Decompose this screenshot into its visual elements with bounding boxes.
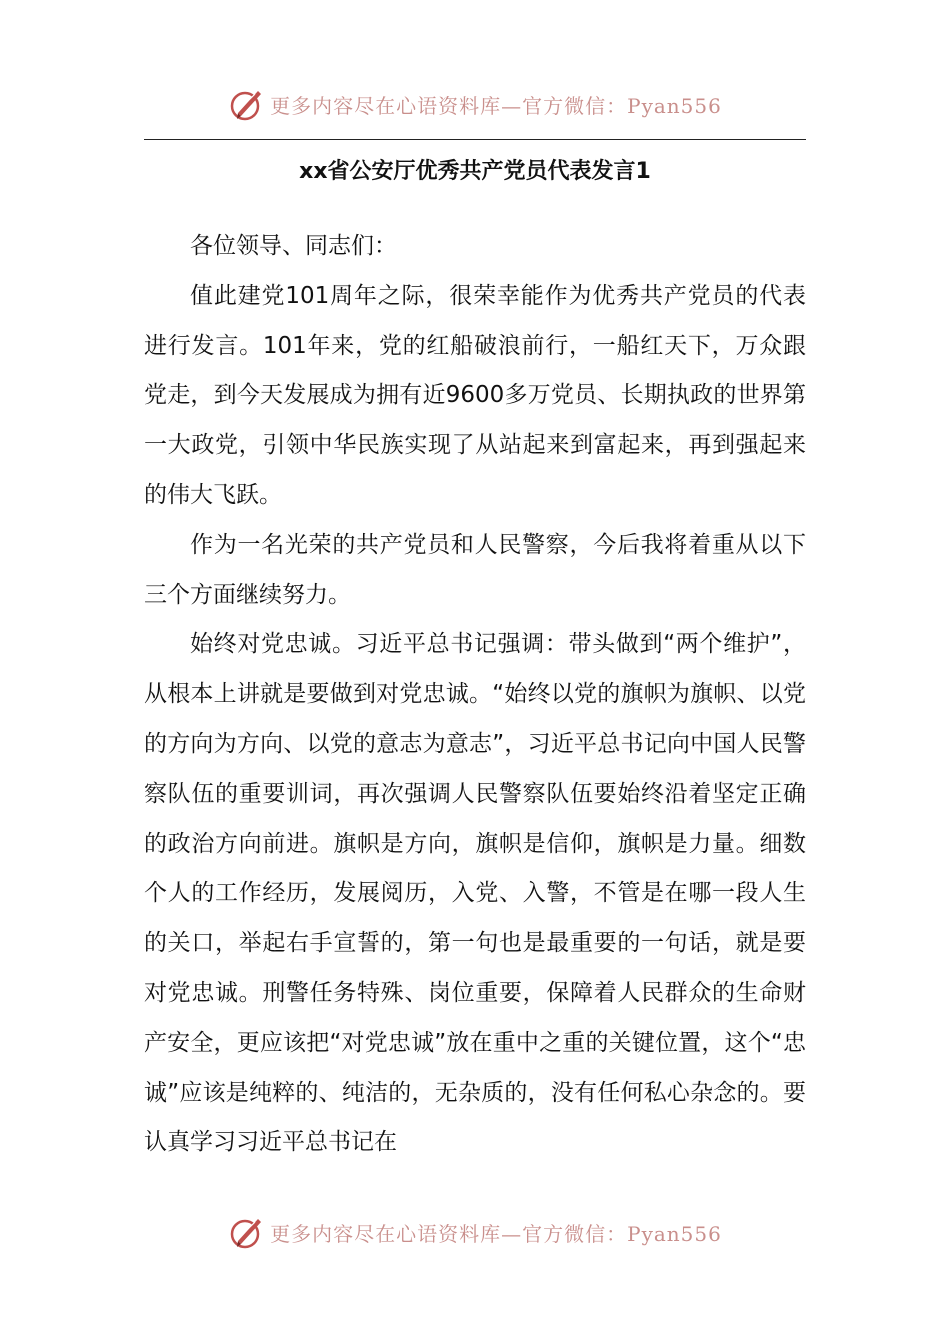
paragraph: 各位领导、同志们：: [190, 233, 397, 259]
header-divider: [144, 139, 806, 140]
watermark-text: 更多内容尽在心语资料库—官方微信：Pyan556: [270, 93, 722, 118]
watermark-text: 更多内容尽在心语资料库—官方微信：Pyan556: [270, 1221, 722, 1246]
paragraph: 作为一名光荣的共产党员和人民警察，今后我将着重从以下三个方面继续努力。: [144, 531, 806, 608]
paragraph: 值此建党101周年之际，很荣幸能作为优秀共产党员的代表进行发言。101年来，党的红船破浪前行，一船红天下，万众跟党走，到今天发展成为拥有近9600多万党员、长期执政的世界第一大政党，引领中华民族实现了从站起来到富起来，再到强起来的伟大飞跃。: [144, 282, 806, 508]
quill-pen-logo-icon: [228, 1213, 266, 1251]
footer-watermark: [0, 1210, 950, 1254]
document-title: xx省公安厅优秀共产党员代表发言1: [299, 159, 651, 184]
paragraph: 始终对党忠诚。习近平总书记强调：带头做到“两个维护”，从根本上讲就是要做到对党忠诚。“始终以党的旗帜为旗帜、以党的方向为方向、以党的意志为意志”，习近平总书记向中国人民警察队伍的重要训词，再次强调人民警察队伍要始终沿着坚定正确的政治方向前进。旗帜是方向，旗帜是信仰，旗帜是力量。细数个人的工作经历，发展阅历，入党、入警，不管是在哪一段人生的关口，举起右手宣誓的，第一句也是最重要的一句话，就是要对党忠诚。刑警任务特殊、岗位重要，保障着人民群众的生命财产安全，更应该把“对党忠诚”放在重中之重的关键位置，这个“忠诚”应该是纯粹的、纯洁的，无杂质的，没有任何私心杂念的。要认真学习习近平总书记在: [144, 631, 806, 1156]
header-watermark: [0, 82, 950, 126]
quill-pen-logo-icon: [228, 85, 266, 123]
document-body: [144, 222, 806, 1168]
